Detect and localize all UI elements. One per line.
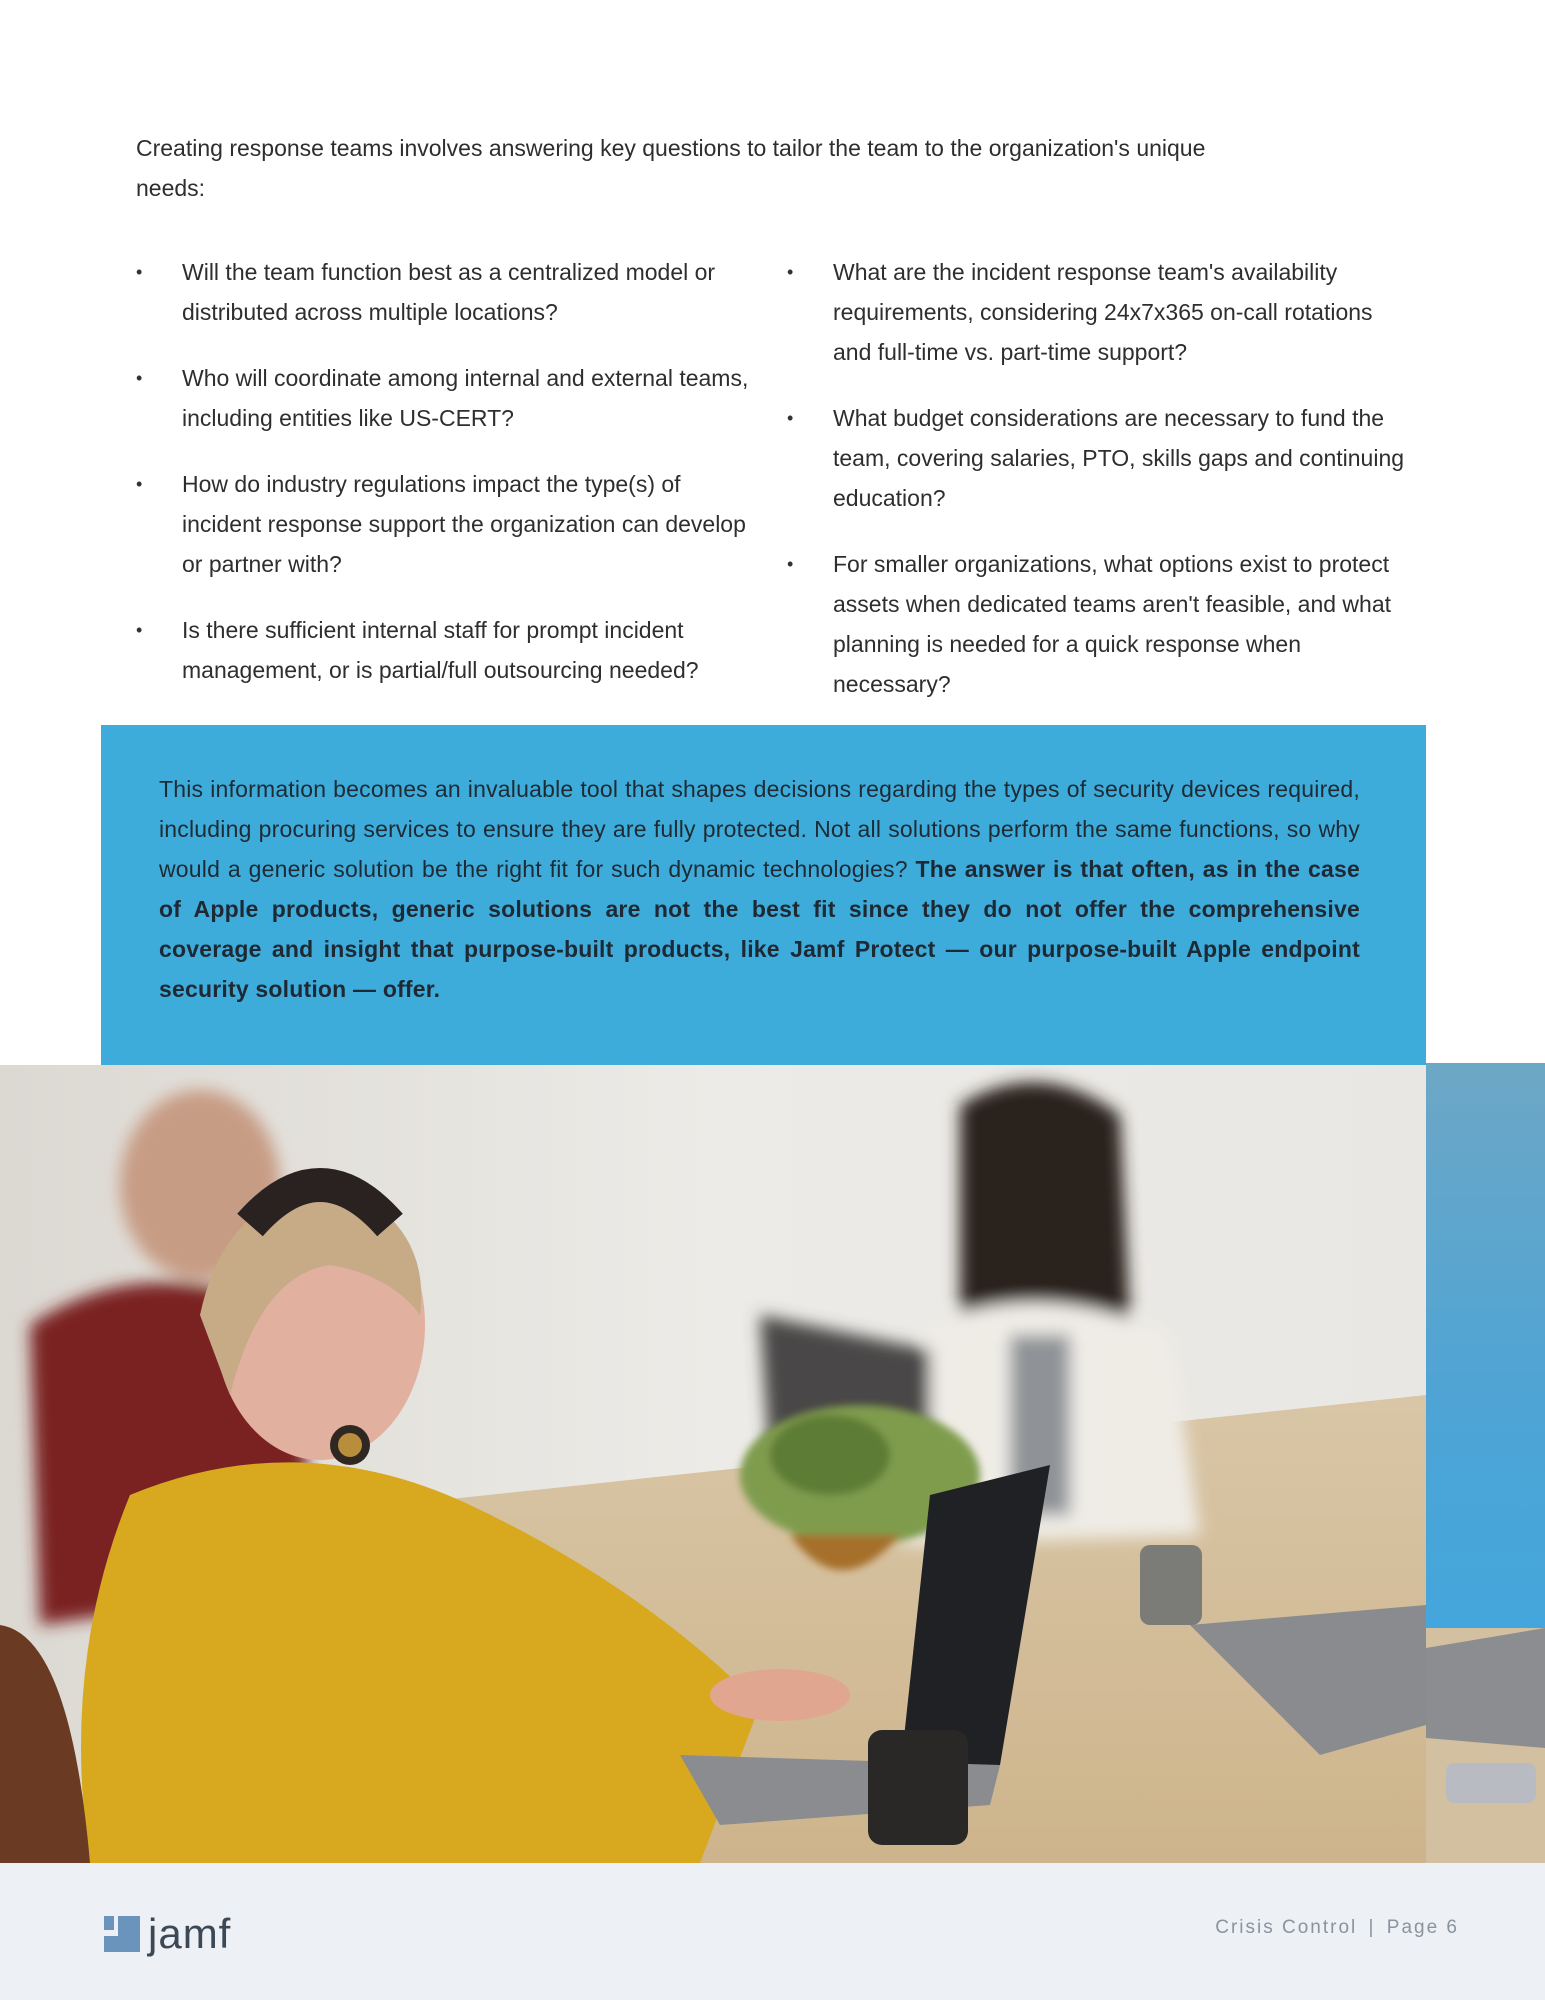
list-item: • For smaller organizations, what options exist to protect assets when dedicated teams aren't feasible, and what planning is needed for a quick response when necessary? [787, 544, 1417, 704]
jamf-logo-wordmark: jamf [148, 1910, 232, 1957]
list-item: • Will the team function best as a centralized model or distributed across multiple locations? [136, 252, 766, 332]
list-item: • What are the incident response team's availability requirements, considering 24x7x365 on-call rotations and full-time vs. part-time support? [787, 252, 1417, 372]
bullet-icon: • [136, 368, 143, 388]
bullet-icon: • [136, 474, 143, 494]
page-number: Page 6 [1386, 1917, 1459, 1938]
bullet-icon: • [787, 554, 794, 574]
page-footer [0, 1863, 1545, 2000]
intro-paragraph: Creating response teams involves answering key questions to tailor the team to the organization's unique needs: [136, 135, 1206, 201]
doc-title: Crisis Control [1215, 1917, 1358, 1938]
page-label [1215, 1917, 1459, 1939]
bullet-icon: • [787, 408, 794, 428]
bullet-list-left [136, 252, 766, 716]
callout-emphasis: The answer is that often, as in the case of Apple products, generic solutions are not the best fit since they do not offer the comprehensive coverage and insight that purpose-built products, like Jamf Protect — our purpose-built Apple endpoint security solution — offer. [159, 856, 1361, 1002]
jamf-logo [104, 1909, 231, 1959]
list-item: • Is there sufficient internal staff for prompt incident management, or is partial/full outsourcing needed? [136, 610, 766, 690]
team-photo-edge [1426, 1628, 1545, 1863]
photo-edge-illustration [1426, 1628, 1545, 1863]
bullet-icon: • [136, 262, 143, 282]
list-item: • How do industry regulations impact the type(s) of incident response support the organization can develop or partner with? [136, 464, 766, 584]
footer-separator: | [1368, 1917, 1376, 1938]
list-item: • Who will coordinate among internal and external teams, including entities like US-CERT? [136, 358, 766, 438]
bullet-icon: • [136, 620, 143, 640]
bullet-icon: • [787, 262, 794, 282]
callout-box [101, 725, 1426, 1065]
jamf-logo-icon [104, 1916, 140, 1952]
list-item: • What budget considerations are necessary to fund the team, covering salaries, PTO, skills gaps and continuing education? [787, 398, 1417, 518]
team-photo [0, 1065, 1426, 1863]
team-photo-illustration [0, 1065, 1426, 1863]
accent-bar [1426, 1063, 1545, 1628]
callout-text: This information becomes an invaluable tool that shapes decisions regarding the types of security devices required, including procuring services to ensure they are fully protected. Not all solutions perform the same functions, so why would a generic solution be the right fit for such dynamic technologies? The answer is that often, as in the case of Apple products, generic solutions are not the best fit since they do not offer the comprehensive coverage and insight that purpose-built products, like Jamf Protect — our purpose-built Apple endpoint security solution — offer. [159, 776, 1361, 1002]
bullet-list-right [787, 252, 1417, 730]
